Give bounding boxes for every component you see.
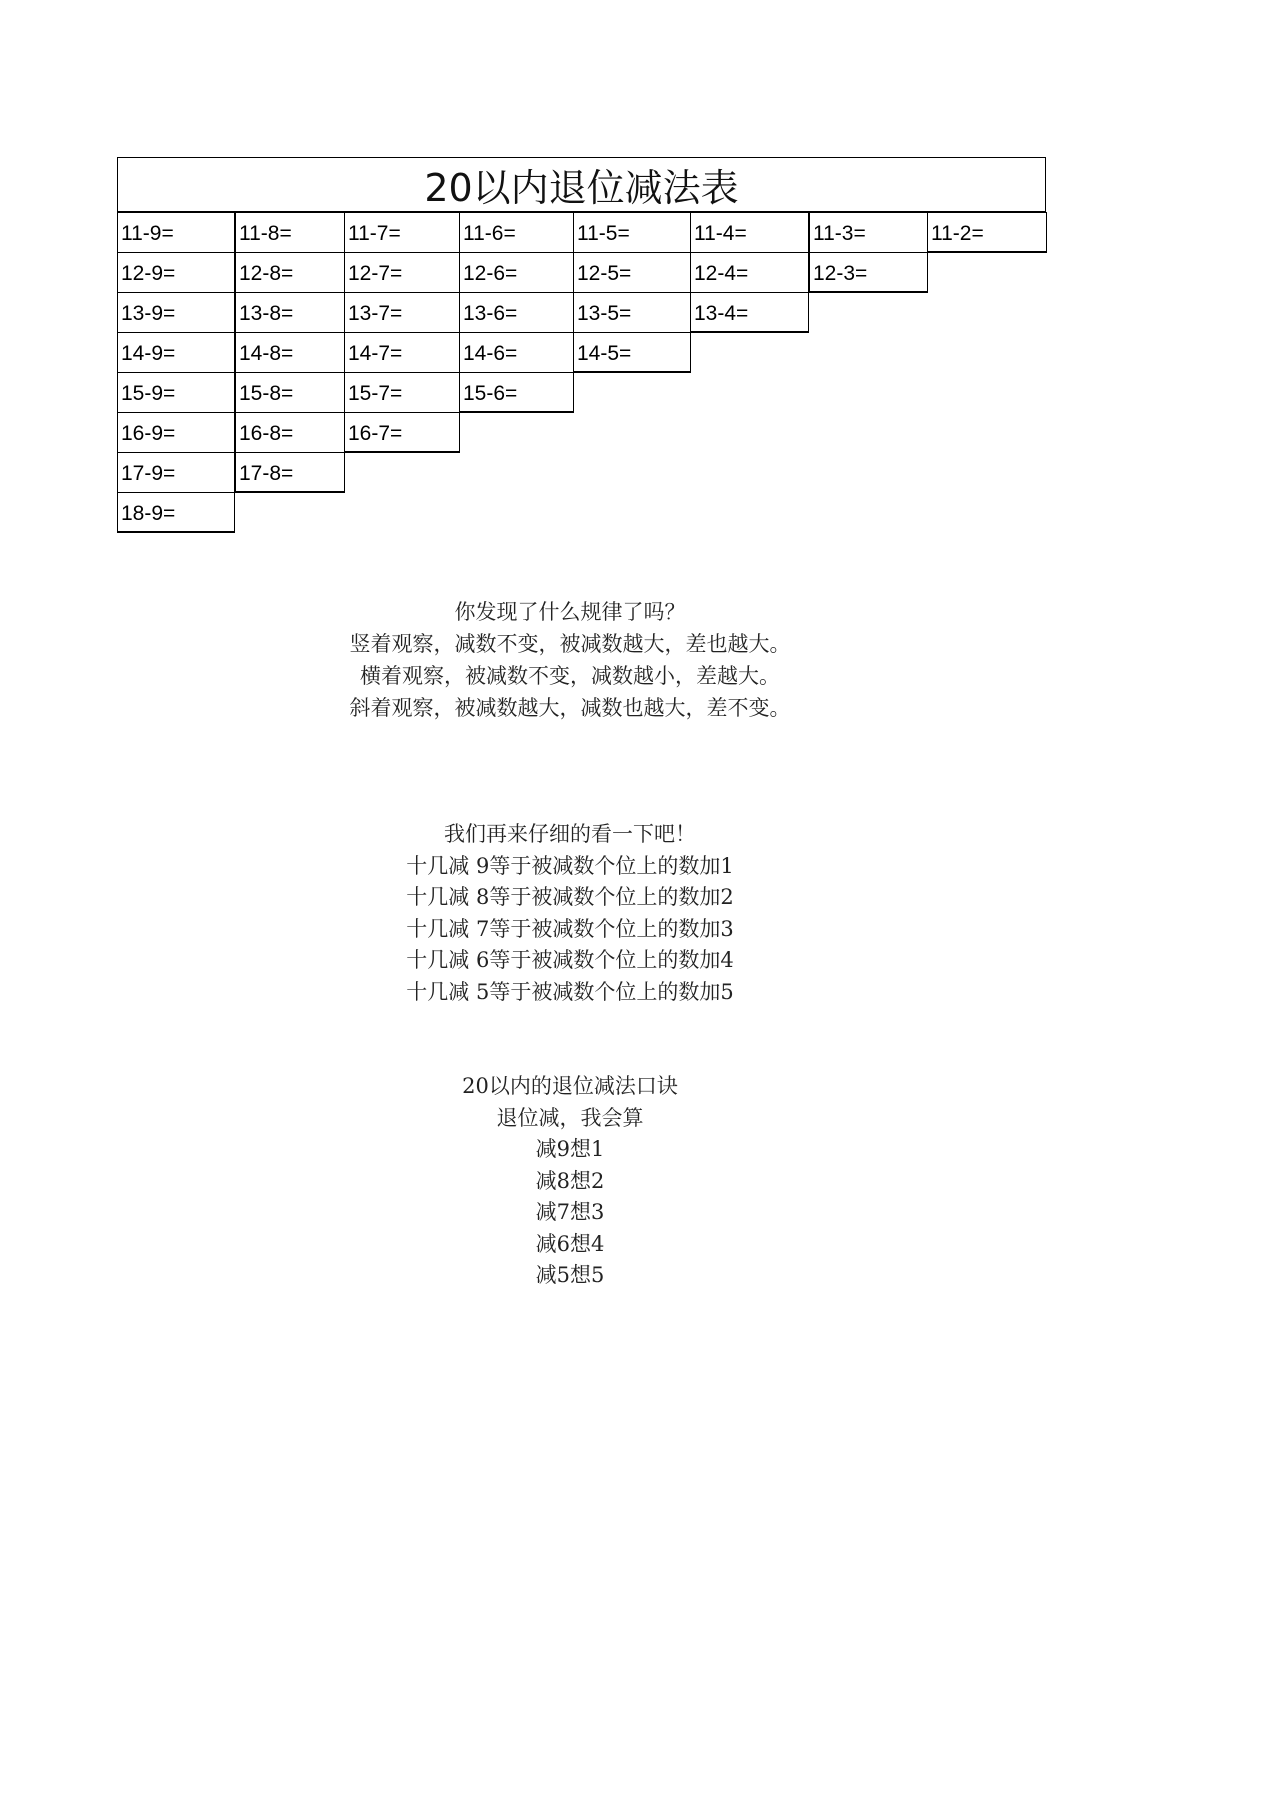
table-cell: 15-7= — [344, 372, 460, 413]
rule-line: 我们再来仔细的看一下吧！ — [444, 822, 696, 846]
table-title: 20以内退位减法表 — [117, 157, 1046, 212]
table-cell: 15-6= — [459, 372, 574, 413]
observation-line: 竖着观察，减数不变，被减数越大，差也越大。 — [349, 632, 791, 656]
observation-line: 横着观察，被减数不变，减数越小，差越大。 — [360, 664, 780, 688]
rhyme-line: 减6想4 — [535, 1231, 605, 1256]
table-cell: 13-6= — [459, 292, 574, 333]
table-cell: 13-5= — [573, 292, 691, 333]
rule-line: 十几减 9等于被减数个位上的数加1 — [406, 853, 734, 878]
table-cell: 16-8= — [234, 412, 345, 453]
rhyme-text — [0, 1071, 1140, 1292]
observation-text — [0, 596, 1140, 724]
rule-line: 十几减 6等于被减数个位上的数加4 — [406, 948, 734, 972]
table-cell: 16-7= — [344, 412, 460, 453]
table-cell: 11-2= — [927, 212, 1047, 253]
table-cell: 12-7= — [344, 252, 460, 293]
rule-line: 十几减 5等于被减数个位上的数加5 — [406, 979, 734, 1004]
rule-line: 十几减 7等于被减数个位上的数加3 — [406, 916, 734, 941]
table-cell: 12-5= — [573, 252, 691, 293]
table-cell: 14-8= — [234, 332, 345, 373]
table-cell: 11-8= — [234, 212, 345, 253]
table-cell: 13-7= — [344, 292, 460, 333]
table-cell: 14-9= — [117, 332, 235, 373]
observation-line: 斜着观察，被减数越大，减数也越大，差不变。 — [349, 696, 791, 720]
rules-text — [0, 819, 1140, 1008]
table-cell: 12-4= — [690, 252, 809, 293]
table-cell: 11-5= — [573, 212, 691, 253]
table-cell: 12-6= — [459, 252, 574, 293]
table-cell: 15-9= — [117, 372, 235, 413]
table-cell: 17-9= — [117, 452, 235, 493]
rhyme-line: 减9想1 — [535, 1137, 605, 1161]
table-cell: 11-9= — [117, 212, 235, 253]
rhyme-line: 减7想3 — [535, 1200, 605, 1224]
table-cell: 11-6= — [459, 212, 574, 253]
table-cell: 12-8= — [234, 252, 345, 293]
table-cell: 11-3= — [808, 212, 928, 253]
rhyme-line: 减8想2 — [535, 1168, 605, 1193]
table-cell: 13-9= — [117, 292, 235, 333]
table-cell: 12-3= — [808, 252, 928, 293]
table-cell: 15-8= — [234, 372, 345, 413]
rule-line: 十几减 8等于被减数个位上的数加2 — [406, 885, 734, 909]
table-cell: 11-7= — [344, 212, 460, 253]
table-cell: 13-4= — [690, 292, 809, 333]
table-cell: 18-9= — [117, 492, 235, 533]
rhyme-line: 减5想5 — [535, 1263, 605, 1287]
rhyme-line: 退位减，我会算 — [496, 1105, 644, 1130]
table-cell: 14-5= — [573, 332, 691, 373]
table-cell: 13-8= — [234, 292, 345, 333]
table-cell: 14-6= — [459, 332, 574, 373]
observation-line: 你发现了什么规律了吗？ — [454, 600, 686, 624]
rhyme-line: 20以内的退位减法口诀 — [462, 1074, 678, 1098]
table-cell: 11-4= — [690, 212, 809, 253]
table-cell: 12-9= — [117, 252, 235, 293]
table-cell: 14-7= — [344, 332, 460, 373]
table-cell: 16-9= — [117, 412, 235, 453]
table-cell: 17-8= — [234, 452, 345, 493]
